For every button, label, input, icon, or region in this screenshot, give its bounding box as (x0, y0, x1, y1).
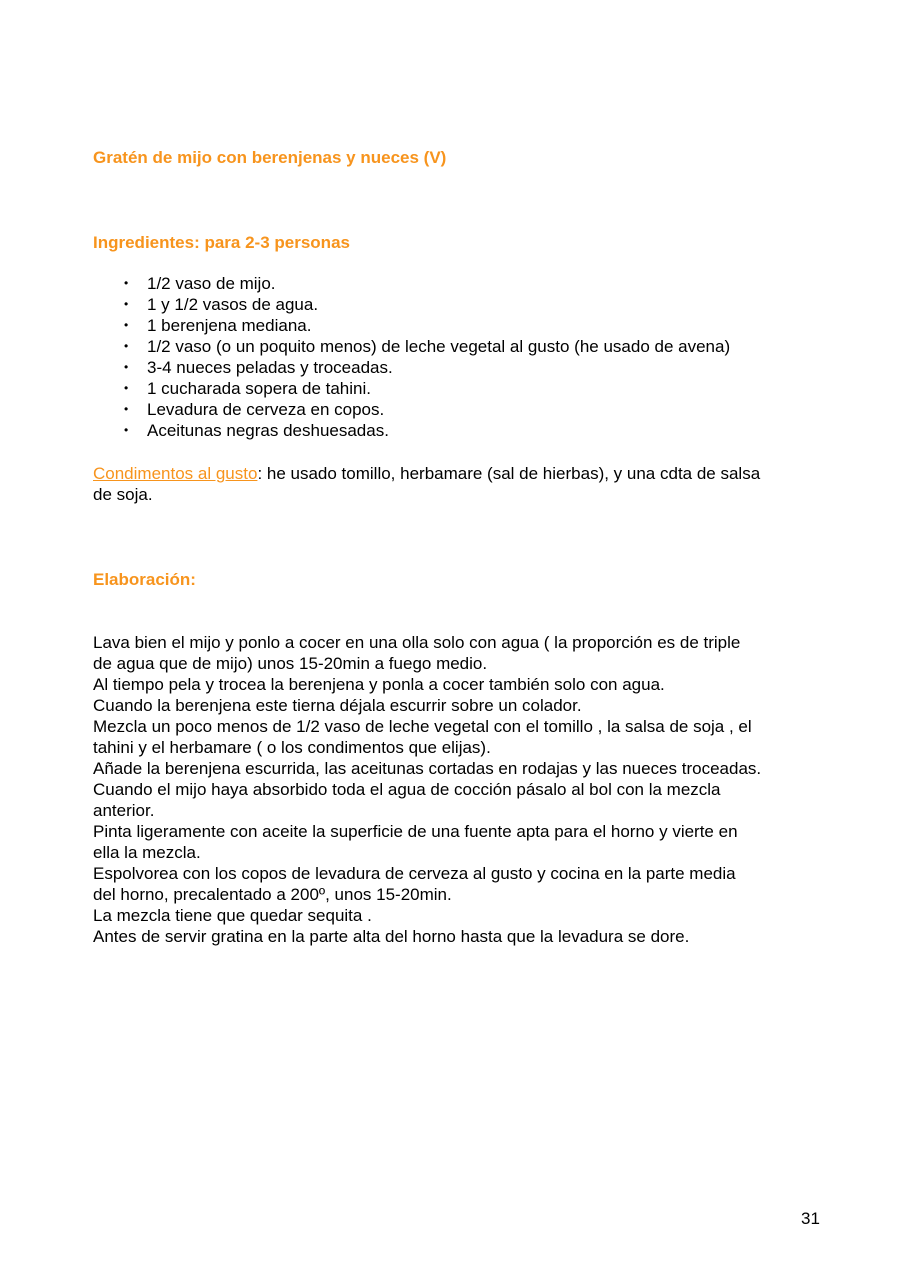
bullet-icon: • (124, 318, 129, 332)
bullet-icon: • (124, 360, 129, 374)
list-item (93, 378, 730, 399)
bullet-icon: • (124, 402, 129, 416)
list-item (93, 294, 730, 315)
text-line: anterior. (93, 801, 155, 820)
ingredients-heading: Ingredientes: para 2-3 personas (93, 233, 350, 252)
text-line: Espolvorea con los copos de levadura de cerveza al gusto y cocina en la parte media (93, 864, 736, 883)
list-item (93, 399, 730, 420)
bullet-icon: • (124, 297, 129, 311)
ingredient-text: 1 cucharada sopera de tahini. (147, 379, 371, 398)
text-line: Lava bien el mijo y ponlo a cocer en una olla solo con agua ( la proporción es de triple (93, 633, 741, 652)
list-item (93, 357, 730, 378)
condiments-text: : he usado tomillo, herbamare (sal de hierbas), y una cdta de salsa (257, 464, 761, 483)
text-line: tahini y el herbamare ( o los condimentos que elijas). (93, 738, 491, 757)
text-line: Pinta ligeramente con aceite la superficie de una fuente apta para el horno y vierte en (93, 822, 738, 841)
bullet-icon: • (124, 381, 129, 395)
text-line: ella la mezcla. (93, 843, 201, 862)
text-line: Cuando el mijo haya absorbido toda el agua de cocción pásalo al bol con la mezcla (93, 780, 721, 799)
bullet-icon: • (124, 423, 129, 437)
condiments-link[interactable]: Condimentos al gusto (93, 464, 258, 483)
text-line: Antes de servir gratina en la parte alta del horno hasta que la levadura se dore. (93, 927, 690, 946)
ingredient-text: Aceitunas negras deshuesadas. (147, 421, 389, 440)
ingredient-text: 1 berenjena mediana. (147, 316, 312, 335)
recipe-title: Gratén de mijo con berenjenas y nueces (V) (93, 148, 447, 167)
list-item (93, 315, 730, 336)
ingredients-list (93, 273, 730, 441)
text-line: de agua que de mijo) unos 15-20min a fuego medio. (93, 654, 488, 673)
text-line: La mezcla tiene que quedar sequita . (93, 906, 372, 925)
text-line: Mezcla un poco menos de 1/2 vaso de leche vegetal con el tomillo , la salsa de soja , el (93, 717, 752, 736)
elaboration-text (93, 632, 761, 947)
ingredient-text: Levadura de cerveza en copos. (147, 400, 385, 419)
list-item (93, 420, 730, 441)
condiments-paragraph (93, 463, 760, 505)
bullet-icon: • (124, 276, 129, 290)
text-line: del horno, precalentado a 200º, unos 15-20min. (93, 885, 452, 904)
list-item (93, 336, 730, 357)
elaboration-heading: Elaboración: (93, 570, 196, 589)
ingredient-text: 3-4 nueces peladas y troceadas. (147, 358, 393, 377)
text-line: Al tiempo pela y trocea la berenjena y ponla a cocer también solo con agua. (93, 675, 665, 694)
list-item (93, 273, 730, 294)
ingredient-text: 1 y 1/2 vasos de agua. (147, 295, 319, 314)
condiments-text-cont: de soja. (93, 485, 153, 504)
ingredient-text: 1/2 vaso de mijo. (147, 274, 276, 293)
text-line: Añade la berenjena escurrida, las aceitunas cortadas en rodajas y las nueces troceadas. (93, 759, 762, 778)
page-number: 31 (801, 1209, 820, 1228)
ingredient-text: 1/2 vaso (o un poquito menos) de leche vegetal al gusto (he usado de avena) (147, 337, 731, 356)
bullet-icon: • (124, 339, 129, 353)
text-line: Cuando la berenjena este tierna déjala escurrir sobre un colador. (93, 696, 582, 715)
